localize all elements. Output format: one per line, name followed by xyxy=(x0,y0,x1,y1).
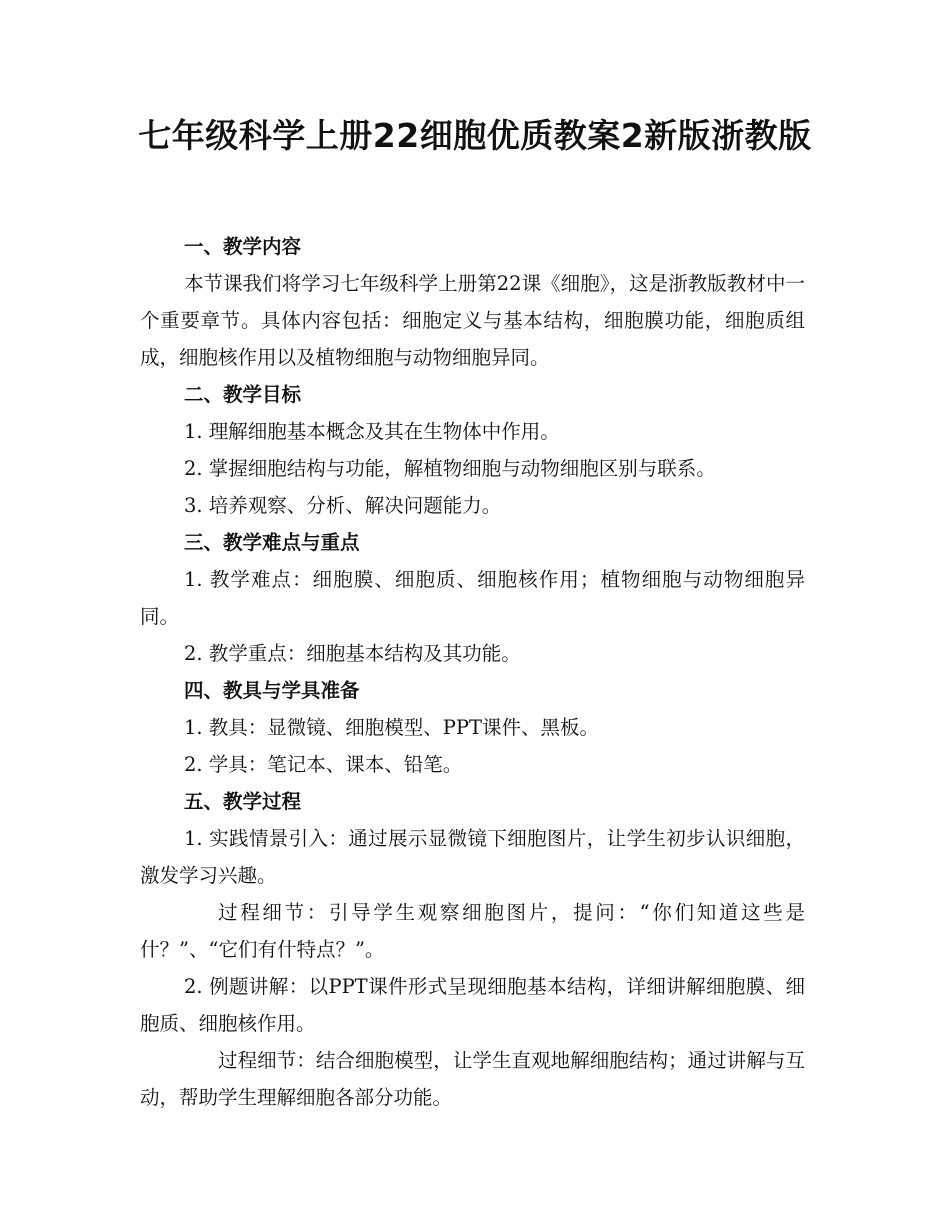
objective-item: 2. 掌握细胞结构与功能，解植物细胞与动物细胞区别与联系。 xyxy=(184,457,716,480)
process-detail: 过程细节：结合细胞模型，让学生直观地解细胞结构；通过讲解与互动，帮助学生理解细胞各部分功能。 xyxy=(140,1049,805,1109)
objective-item: 1. 理解细胞基本概念及其在生物体中作用。 xyxy=(184,420,560,443)
document-title: 七年级科学上册22细胞优质教案2新版浙教版 xyxy=(138,116,812,155)
section-heading-process: 五、教学过程 xyxy=(184,790,302,813)
section-heading-objectives: 二、教学目标 xyxy=(184,383,302,406)
document-body xyxy=(140,228,805,1116)
content-paragraph: 本节课我们将学习七年级科学上册第22课《细胞》，这是浙教版教材中一个重要章节。具体内容包括：细胞定义与基本结构，细胞膜功能，细胞质组成，细胞核作用以及植物细胞与动物细胞异同。 xyxy=(140,272,805,369)
section-heading-key-points: 三、教学难点与重点 xyxy=(184,531,360,554)
section-heading-materials: 四、教具与学具准备 xyxy=(184,679,360,702)
material-item: 2. 学具：笔记本、课本、铅笔。 xyxy=(184,753,463,776)
key-point-item: 1. 教学难点：细胞膜、细胞质、细胞核作用；植物细胞与动物细胞异同。 xyxy=(140,568,805,628)
key-point-item: 2. 教学重点：细胞基本结构及其功能。 xyxy=(184,642,521,665)
objective-item: 3. 培养观察、分析、解决问题能力。 xyxy=(184,494,502,517)
process-step: 1. 实践情景引入：通过展示显微镜下细胞图片，让学生初步认识细胞，激发学习兴趣。 xyxy=(140,827,805,887)
process-step: 2. 例题讲解：以PPT课件形式呈现细胞基本结构，详细讲解细胞膜、细胞质、细胞核作用。 xyxy=(140,975,805,1035)
process-detail: 过程细节：引导学生观察细胞图片，提问：“你们知道这些是什？”、“它们有什特点？”。 xyxy=(140,901,805,961)
section-heading-content: 一、教学内容 xyxy=(184,235,302,258)
material-item: 1. 教具：显微镜、细胞模型、PPT课件、黑板。 xyxy=(184,716,600,739)
